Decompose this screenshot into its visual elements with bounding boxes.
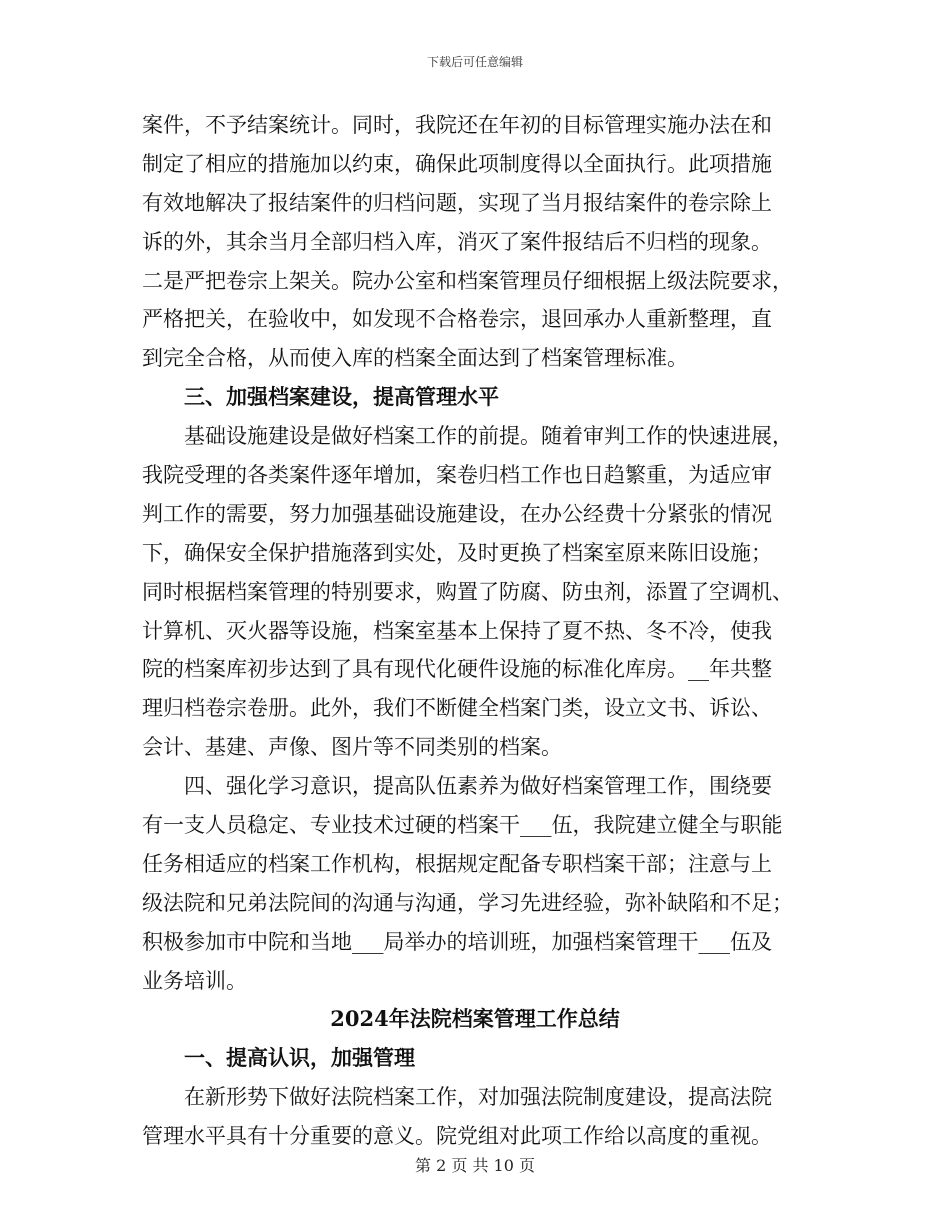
paragraph-line: 四、强化学习意识，提高队伍素养为做好档案管理工作，围绕要 bbox=[184, 774, 772, 799]
paragraph-line: 下，确保安全保护措施落到实处，及时更换了档案室原来陈旧设施； bbox=[142, 540, 772, 565]
paragraph-line: 管理水平具有十分重要的意义。院党组对此项工作给以高度的重视。 bbox=[142, 1124, 772, 1149]
paragraph-line: 基础设施建设是做好档案工作的前提。随着审判工作的快速进展， bbox=[184, 424, 793, 449]
paragraph-line: 计算机、灭火器等设施，档案室基本上保持了夏不热、冬不冷，使我 bbox=[142, 618, 772, 643]
section-heading: 三、加强档案建设，提高管理水平 bbox=[184, 384, 499, 410]
paragraph-line: 会计、基建、声像、图片等不同类别的档案。 bbox=[142, 735, 562, 760]
paragraph-line: 院的档案库初步达到了具有现代化硬件设施的标准化库房。__年共整 bbox=[142, 657, 772, 682]
document-title: 2024年法院档案管理工作总结 bbox=[330, 1006, 620, 1032]
paragraph-line: 任务相适应的档案工作机构，根据规定配备专职档案干部；注意与上 bbox=[142, 851, 772, 876]
paragraph-line: 级法院和兄弟法院间的沟通与沟通，学习先进经验，弥补缺陷和不足； bbox=[142, 890, 793, 915]
paragraph-line: 到完全合格，从而使入库的档案全面达到了档案管理标准。 bbox=[142, 346, 688, 371]
paragraph-line: 判工作的需要，努力加强基础设施建设，在办公经费十分紧张的情况 bbox=[142, 501, 772, 526]
document-body bbox=[142, 106, 808, 1156]
paragraph-line: 我院受理的各类案件逐年增加，案卷归档工作也日趋繁重，为适应审 bbox=[142, 463, 772, 488]
paragraph-line: 案件，不予结案统计。同时，我院还在年初的目标管理实施办法在和 bbox=[142, 113, 772, 137]
paragraph-line: 严格把关，在验收中，如发现不合格卷宗，退回承办人重新整理，直 bbox=[142, 307, 772, 332]
paragraph-line: 积极参加市中院和当地___局举办的培训班，加强档案管理干___伍及 bbox=[142, 929, 772, 954]
paragraph-line: 理归档卷宗卷册。此外，我们不断健全档案门类，设立文书、诉讼、 bbox=[142, 696, 772, 721]
paragraph-line: 诉的外，其余当月全部归档入库，消灭了案件报结后不归档的现象。 bbox=[142, 229, 772, 254]
header-note: 下载后可任意编辑 bbox=[426, 55, 523, 69]
paragraph-line: 二是严把卷宗上架关。院办公室和档案管理员仔细根据上级法院要求， bbox=[142, 268, 793, 293]
page-number: 第 2 页 共 10 页 bbox=[415, 1156, 535, 1175]
section-heading: 一、提高认识，加强管理 bbox=[184, 1045, 415, 1071]
paragraph-line: 有效地解决了报结案件的归档问题，实现了当月报结案件的卷宗除上 bbox=[142, 190, 772, 215]
paragraph-line: 制定了相应的措施加以约束，确保此项制度得以全面执行。此项措施 bbox=[142, 151, 772, 176]
paragraph-line: 同时根据档案管理的特别要求，购置了防腐、防虫剂，添置了空调机、 bbox=[142, 579, 793, 604]
paragraph-line: 有一支人员稳定、专业技术过硬的档案干___伍，我院建立健全与职能 bbox=[142, 813, 783, 838]
paragraph-line: 在新形势下做好法院档案工作，对加强法院制度建设，提高法院 bbox=[184, 1085, 772, 1110]
paragraph-line: 业务培训。 bbox=[142, 968, 247, 993]
